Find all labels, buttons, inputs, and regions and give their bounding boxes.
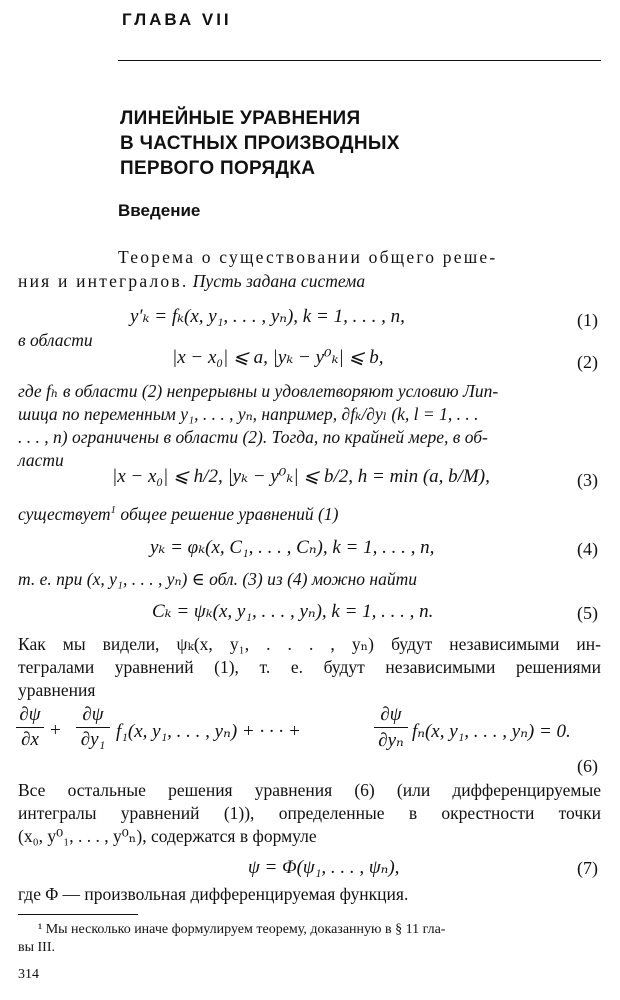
fraction-numerator: ∂ψ: [19, 704, 41, 725]
paragraph-line: [18, 271, 365, 292]
equation-5: Cₖ = ψₖ(x, y₁, . . . , yₙ), k = 1, . . . , n.: [152, 601, 434, 622]
fraction-bar: [76, 727, 110, 728]
fraction-dpsi-dyn: [374, 704, 408, 752]
chapter-title-line-3: ПЕРВОГО ПОРЯДКА: [120, 158, 316, 179]
paragraph-line: . . . , n) ограничены в области (2). Тогда, по крайней мере, в об-: [18, 427, 488, 447]
page-number: 314: [18, 967, 39, 982]
equation-number: (3): [577, 470, 598, 490]
equation-6-middle: f₁(x, y₁, . . . , yₙ) + · · · +: [116, 721, 301, 742]
paragraph-line: уравнения: [18, 680, 96, 700]
paragraph-line: где Φ — произвольная дифференцируемая функция.: [18, 884, 409, 904]
paragraph-line: где fₕ в области (2) непрерывны и удовлетворяют условию Лип-: [18, 381, 499, 401]
paragraph-line: т. е. при (x, y₁, . . . , yₙ) ∈ обл. (3) из (4) можно найти: [18, 569, 417, 589]
footnote-rule: [18, 914, 138, 915]
paragraph-line: ласти: [18, 450, 64, 470]
paragraph-line: (x₀, y⁰₁, . . . , y⁰ₙ), содержатся в формуле: [18, 826, 317, 846]
footnote-line: вы III.: [18, 940, 56, 955]
equation-1: y′ₖ = fₖ(x, y₁, . . . , yₙ), k = 1, . . . , n,: [130, 306, 405, 327]
footnote-marker: 1: [110, 504, 117, 517]
fraction-denominator: ∂yₙ: [378, 730, 404, 751]
exists-word: существует: [18, 504, 111, 524]
chapter-heading: ГЛАВА VII: [122, 10, 232, 29]
fraction-denominator: ∂y₁: [80, 729, 106, 750]
fraction-bar: [16, 727, 44, 728]
equation-6-tail: fₙ(x, y₁, . . . , yₙ) = 0.: [412, 721, 571, 742]
fraction-numerator: ∂ψ: [82, 704, 104, 725]
equation-7: ψ = Φ(ψ₁, . . . , ψₙ),: [248, 857, 400, 878]
paragraph-line: [18, 504, 338, 525]
chapter-title-line-2: В ЧАСТНЫХ ПРОИЗВОДНЫХ: [120, 133, 400, 154]
fraction-denominator: ∂x: [21, 729, 39, 750]
equation-number: (5): [577, 603, 598, 623]
plus-sign: +: [50, 720, 61, 741]
paragraph-line: Теорема о существовании общего реше-: [118, 247, 498, 267]
chapter-title-line-1: ЛИНЕЙНЫЕ УРАВНЕНИЯ: [120, 108, 361, 129]
theorem-name: ния и интегралов.: [18, 271, 189, 291]
paragraph-line: интегралы уравнений (1)), определенные в окрестности точки: [18, 803, 601, 823]
fraction-dpsi-dy1: [76, 704, 110, 751]
equation-3: |x − x₀| ⩽ h/2, |yₖ − y⁰ₖ| ⩽ b/2, h = min (a, b/M),: [112, 466, 490, 487]
equation-2: |x − x₀| ⩽ a, |yₖ − y⁰ₖ| ⩽ b,: [172, 347, 384, 368]
theorem-text: Пусть задана система: [192, 271, 366, 291]
footnote-line: ¹ Мы несколько иначе формулируем теорему, доказанную в § 11 гла-: [38, 922, 446, 937]
fraction-bar: [374, 727, 408, 728]
section-heading: Введение: [118, 201, 201, 220]
equation-number: (6): [577, 756, 598, 776]
exists-rest: общее решение уравнений (1): [116, 504, 339, 524]
paragraph-line: тегралами уравнений (1), т. е. будут независимыми решениями: [18, 657, 601, 677]
header-rule: [118, 60, 601, 61]
paragraph-line: в области: [18, 330, 93, 350]
equation-4: yₖ = φₖ(x, C₁, . . . , Cₙ), k = 1, . . . , n,: [150, 537, 435, 558]
equation-number: (1): [577, 310, 598, 330]
paragraph-line: Как мы видели, ψₖ(x, y₁, . . . , yₙ) будут независимыми ин-: [18, 634, 601, 654]
equation-number: (7): [577, 858, 598, 878]
equation-number: (2): [577, 352, 598, 372]
paragraph-line: шица по переменным y₁, . . . , yₙ, например, ∂fₖ/∂yₗ (k, l = 1, . . .: [18, 404, 479, 424]
fraction-dpsi-dx: [16, 704, 44, 751]
paragraph-line: Все остальные решения уравнения (6) (или дифференцируемые: [18, 780, 601, 800]
equation-number: (4): [577, 539, 598, 559]
fraction-numerator: ∂ψ: [380, 704, 402, 725]
